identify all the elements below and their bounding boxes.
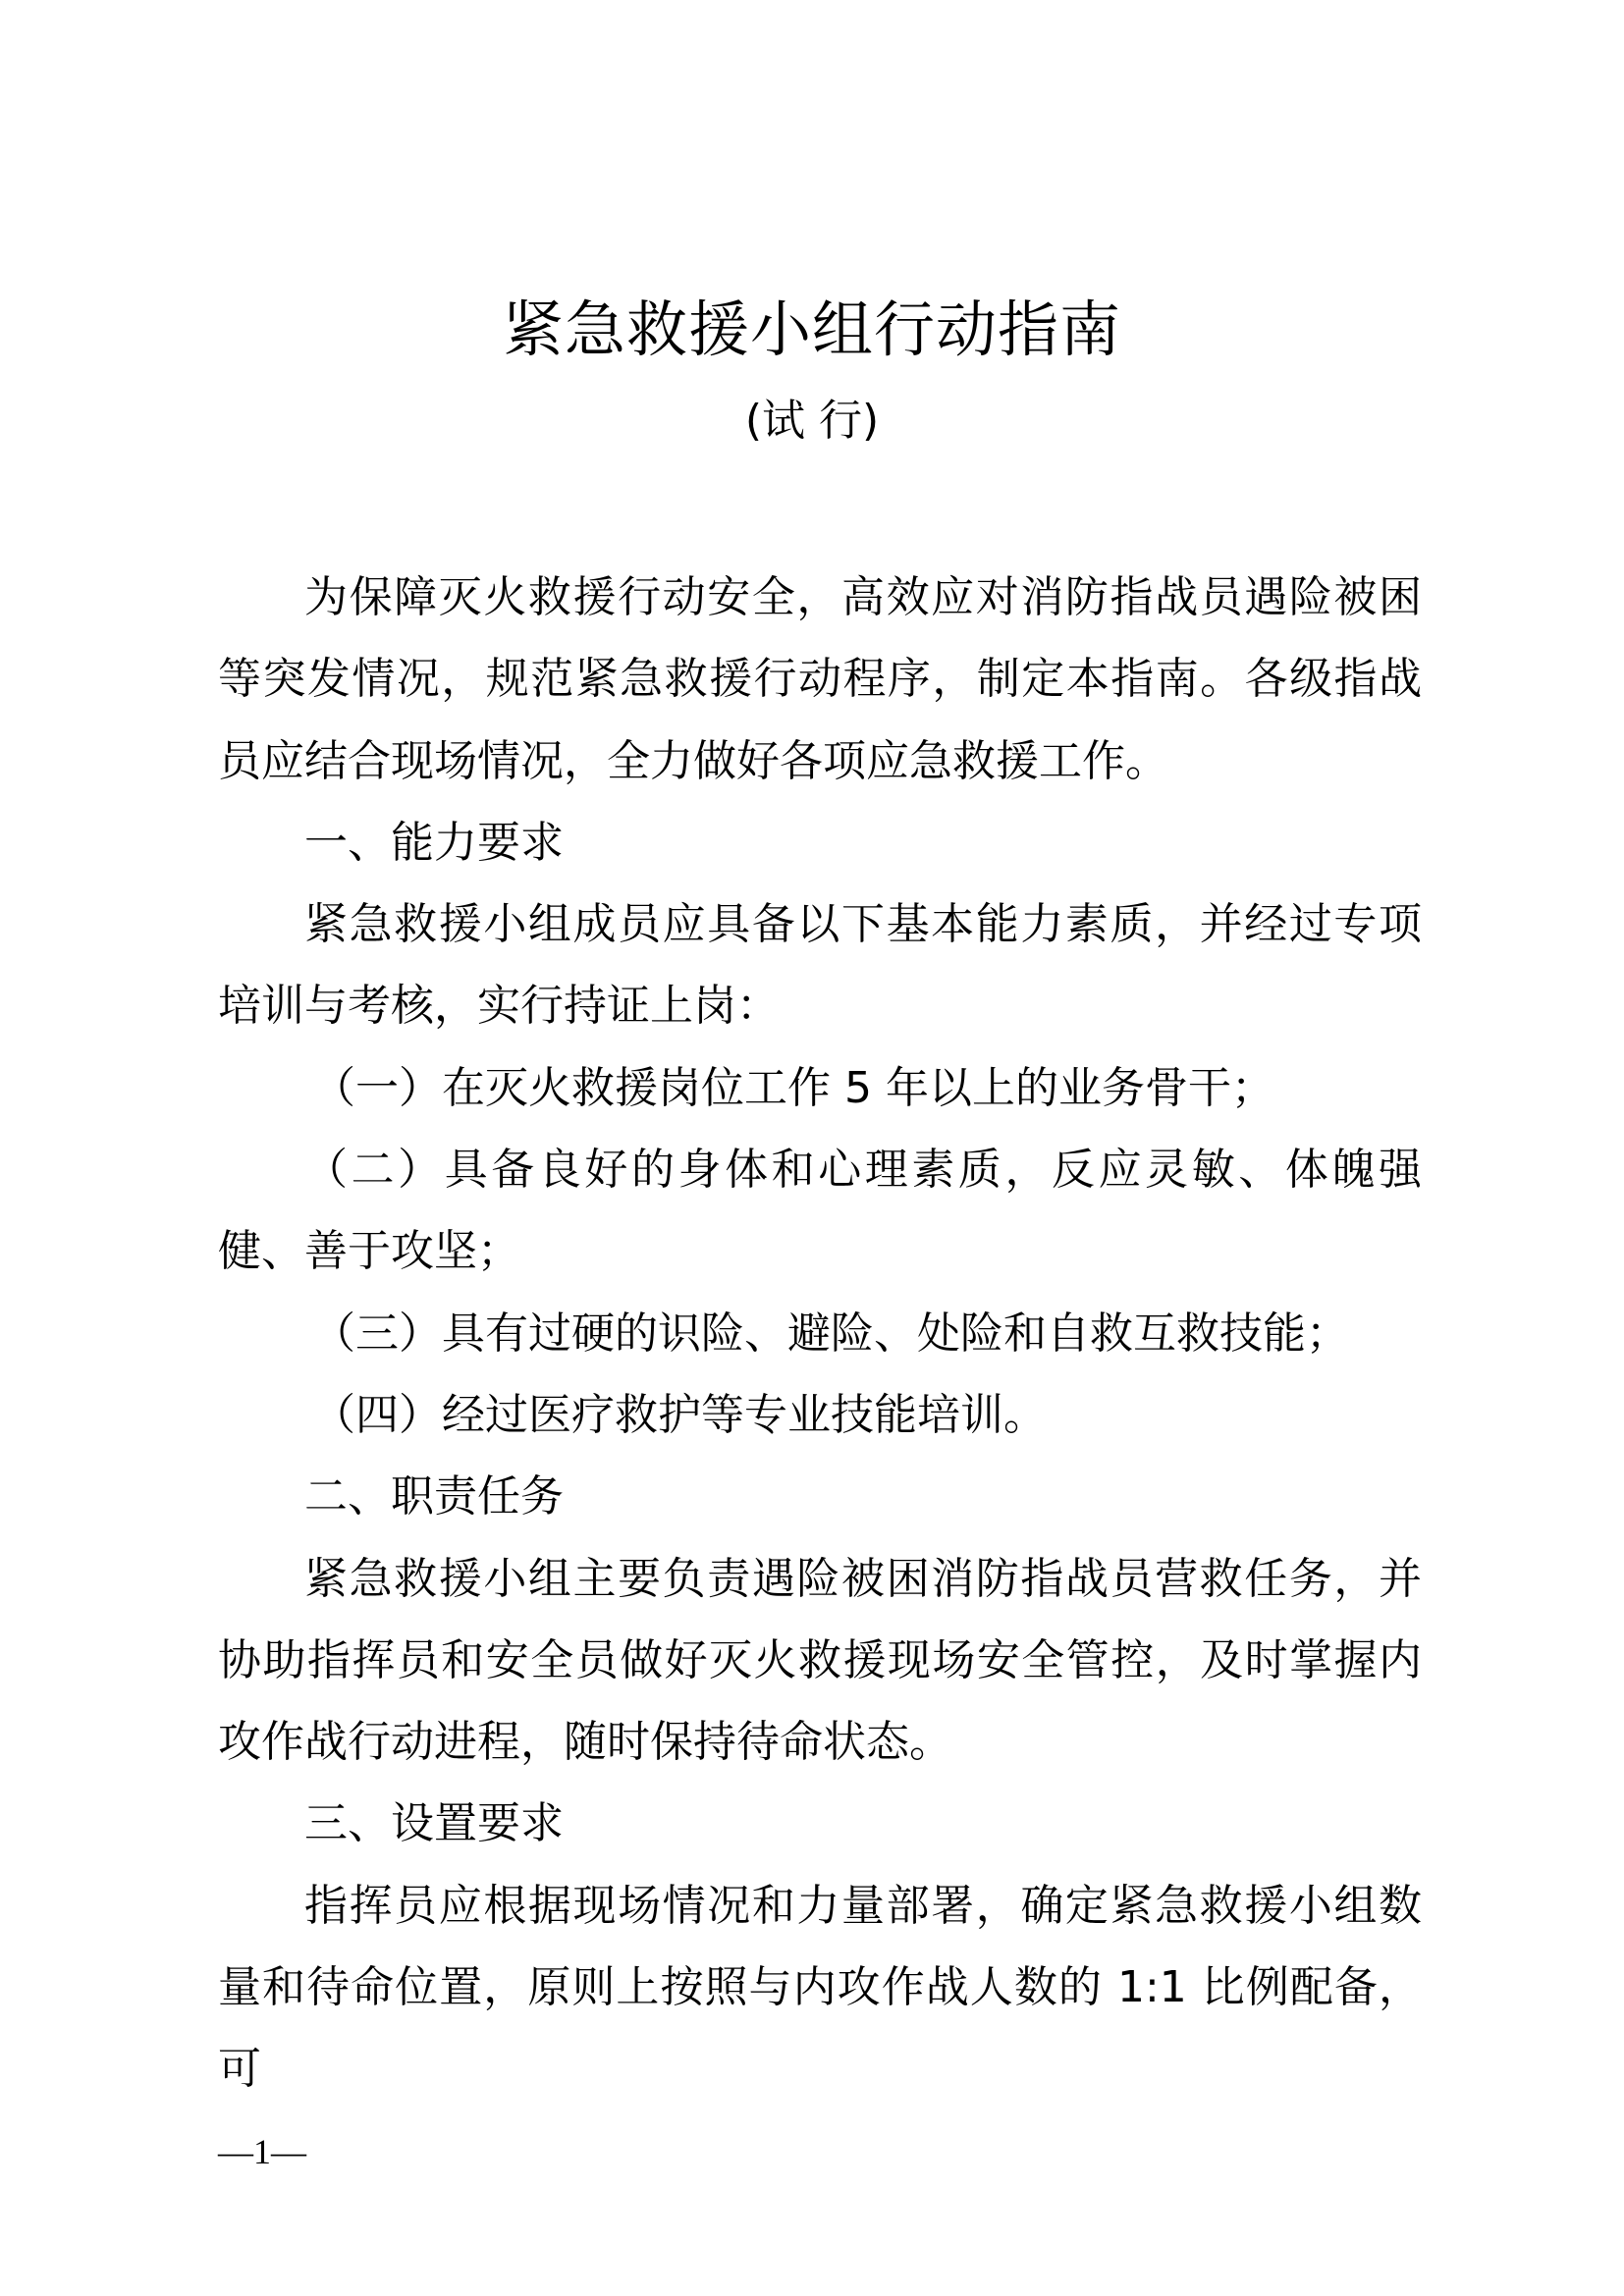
ability-paragraph: 紧急救援小组成员应具备以下基本能力素质，并经过专项培训与考核，实行持证上岗： (218, 899, 1422, 1032)
document-body (218, 557, 1422, 2110)
ability-item-3: （三）具有过硬的识险、避险、处险和自救互救技能； (312, 1308, 1349, 1359)
document-subtitle: (试 行) (744, 396, 880, 446)
ability-item-2: （二）具备良好的身体和心理素质，反应灵敏、体魄强健、善于攻坚； (218, 1145, 1422, 1277)
ability-item-4: （四）经过医疗救护等专业技能培训。 (312, 1389, 1047, 1440)
page-number: —1— (218, 2132, 306, 2171)
intro-paragraph: 为保障灭火救援行动安全，高效应对消防指战员遇险被困等突发情况，规范紧急救援行动程序，制定本指南。各级指战员应结合现场情况，全力做好各项应急救援工作。 (218, 572, 1422, 786)
document-title: 紧急救援小组行动指南 (502, 294, 1121, 365)
section-heading-duties: 二、职责任务 (304, 1471, 564, 1522)
ability-item-1: （一）在灭火救援岗位工作 5 年以上的业务骨干； (312, 1062, 1274, 1113)
setup-paragraph: 指挥员应根据现场情况和力量部署，确定紧急救援小组数量和待命位置，原则上按照与内攻作战人数的 1:1 比例配备，可 (218, 1880, 1422, 2095)
duties-paragraph: 紧急救援小组主要负责遇险被困消防指战员营救任务，并协助指挥员和安全员做好灭火救援现场安全管控，及时掌握内攻作战行动进程，随时保持待命状态。 (218, 1553, 1422, 1768)
section-heading-setup: 三、设置要求 (304, 1798, 564, 1849)
section-heading-ability: 一、能力要求 (304, 817, 564, 868)
